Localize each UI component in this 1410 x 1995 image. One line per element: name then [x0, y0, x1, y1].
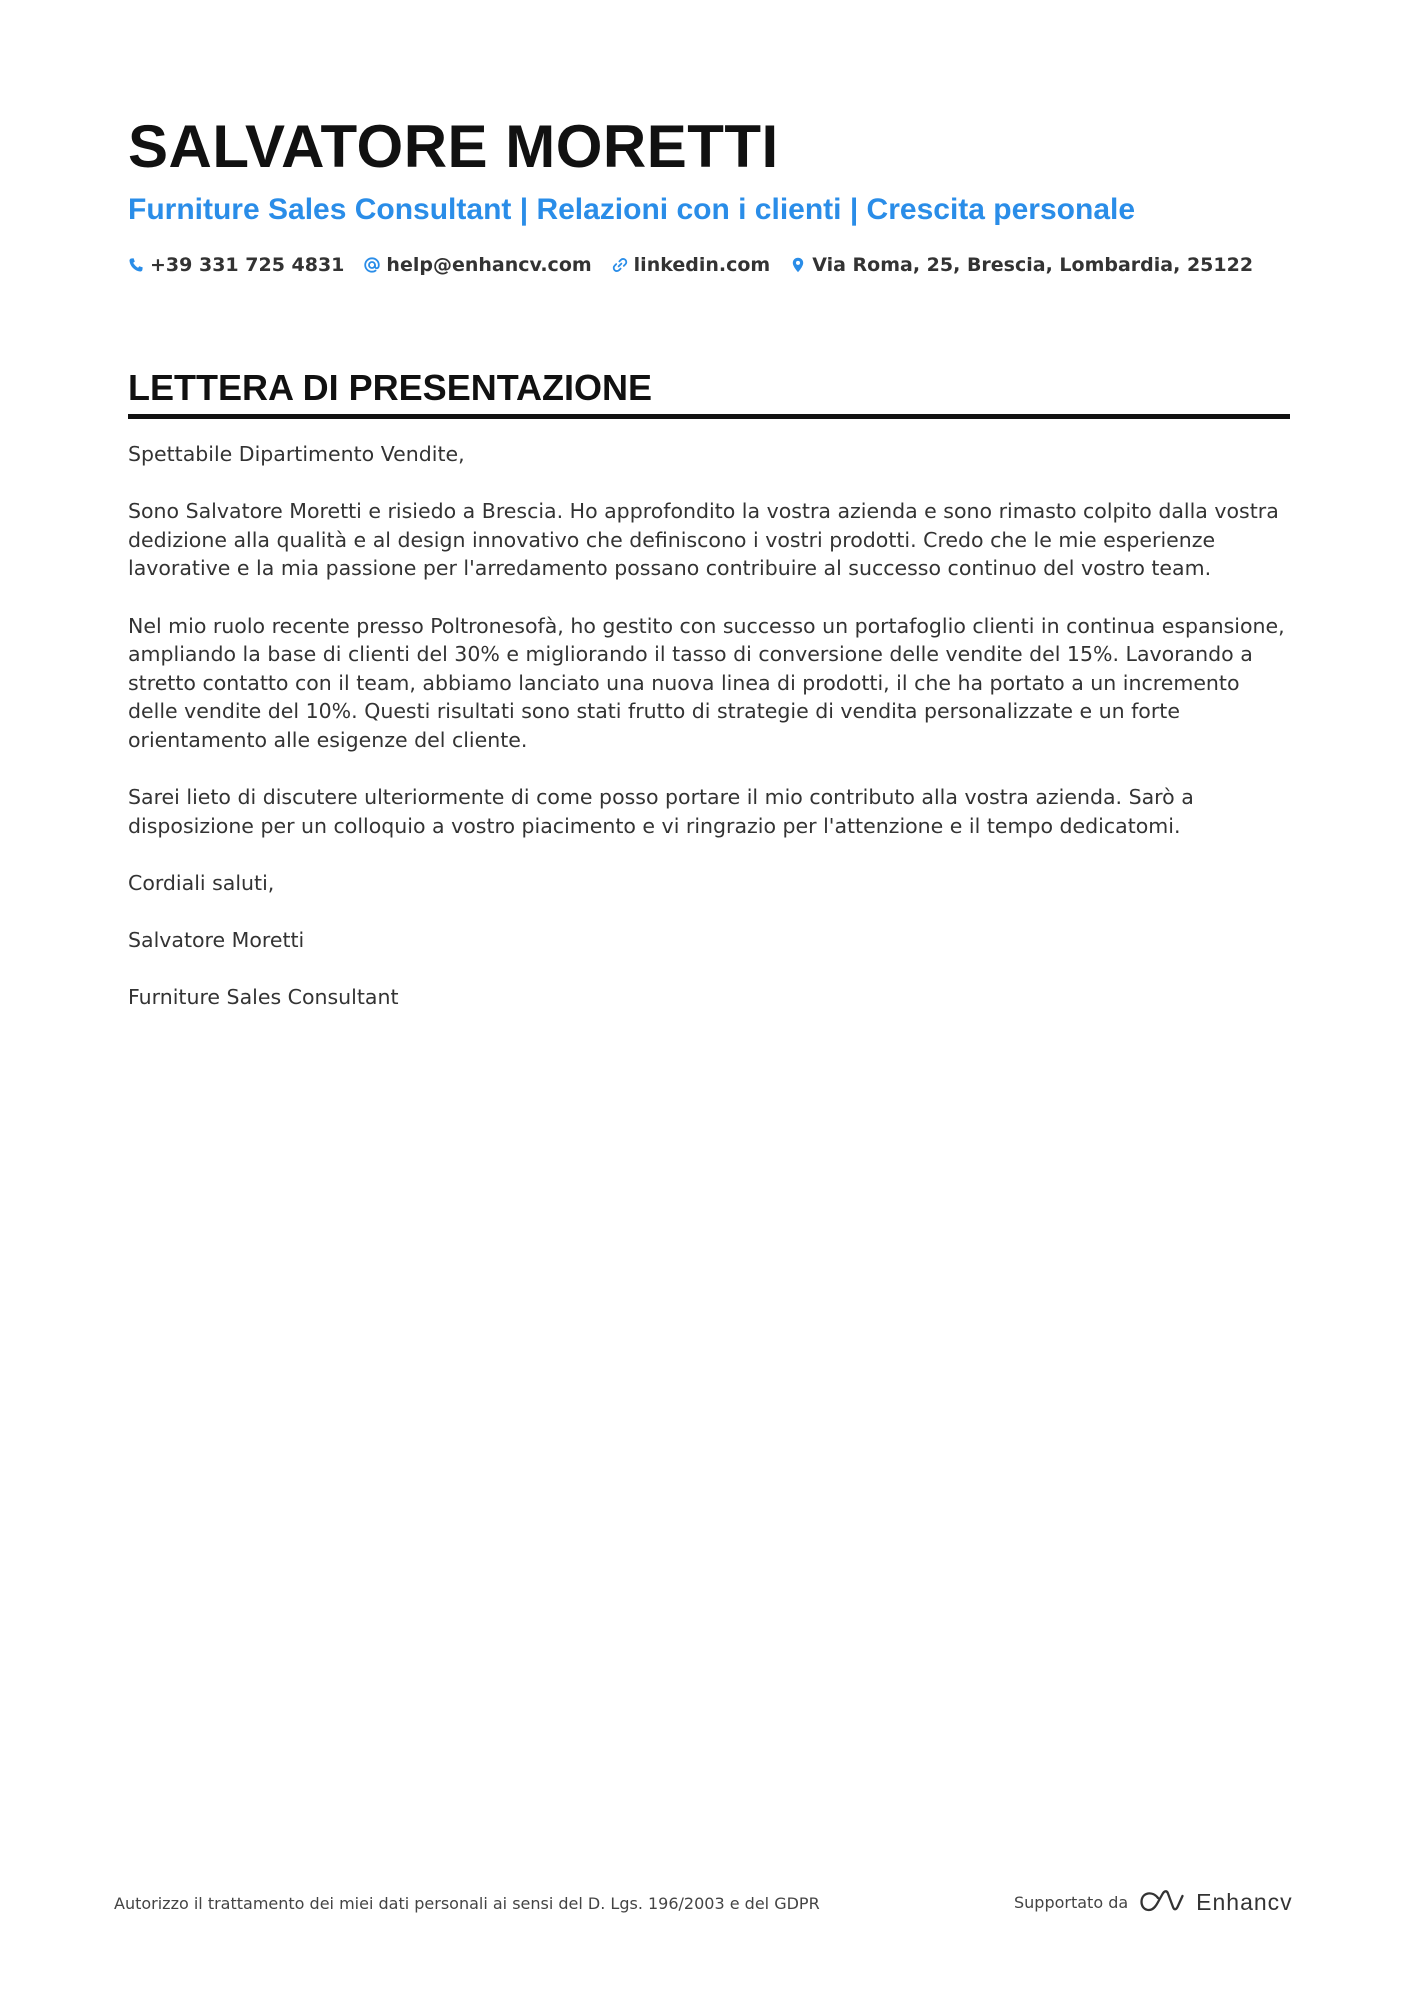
section-title: LETTERA DI PRESENTAZIONE	[128, 366, 1290, 419]
map-pin-icon	[790, 257, 806, 273]
paragraph-2: Nel mio ruolo recente presso Poltronesofà, ho gestito con successo un portafoglio clienti in continua espansione, ampliando la base di clienti del 30% e migliorando il tasso di conversione delle vendite del 15%. Lavorando a stretto contatto con il team, abbiamo lanciato una nuova linea di prodotti, il che ha portato a un incremento delle vendite del 10%. Questi risultati sono stati frutto di strategie di vendita personalizzate e un forte orientamento alle esigenze del cliente.	[128, 613, 1285, 752]
phone-text: +39 331 725 4831	[150, 254, 345, 276]
email-text: help@enhancv.com	[386, 254, 592, 276]
paragraph-1: Sono Salvatore Moretti e risiedo a Brescia. Ho approfondito la vostra azienda e sono rimasto colpito dalla vostra dedizione alla qualità e al design innovativo che definiscono i vostri prodotti. Credo che le mie esperienze lavorative e la mia passione per l'arredamento possano contribuire al successo continuo del vostro team.	[128, 499, 1279, 581]
closing: Cordiali saluti,	[128, 870, 275, 895]
paragraph-3: Sarei lieto di discutere ulteriormente di come posso portare il mio contributo alla vostra azienda. Sarò a disposizione per un colloquio a vostro piacimento e vi ringrazio per l'attenzione e il tempo dedicatomi.	[128, 785, 1194, 838]
candidate-name: SALVATORE MORETTI	[128, 113, 779, 180]
salutation: Spettabile Dipartimento Vendite,	[128, 442, 465, 466]
address-text: Via Roma, 25, Brescia, Lombardia, 25122	[812, 254, 1254, 276]
contact-address	[790, 254, 1253, 276]
contact-phone[interactable]	[128, 254, 344, 276]
powered-by[interactable]	[1014, 1888, 1293, 1916]
contact-website[interactable]	[612, 254, 771, 276]
phone-icon	[128, 257, 144, 273]
candidate-headline: Furniture Sales Consultant | Relazioni con i clienti | Crescita personale	[128, 193, 1136, 226]
enhancv-brand-name: Enhancv	[1196, 1888, 1293, 1915]
letter-body	[128, 440, 1290, 1040]
at-icon	[364, 257, 380, 273]
privacy-notice: Autorizzo il trattamento dei miei dati personali ai sensi del D. Lgs. 196/2003 e del GDPR	[114, 1894, 820, 1913]
contact-email[interactable]	[364, 254, 591, 276]
signature-title: Furniture Sales Consultant	[128, 985, 399, 1010]
powered-by-label: Supportato da	[1014, 1892, 1129, 1912]
enhancv-logo-icon	[1138, 1888, 1186, 1916]
website-text: linkedin.com	[633, 254, 771, 276]
signature-name: Salvatore Moretti	[128, 928, 305, 953]
contact-bar	[128, 254, 1253, 276]
link-icon	[612, 257, 628, 273]
